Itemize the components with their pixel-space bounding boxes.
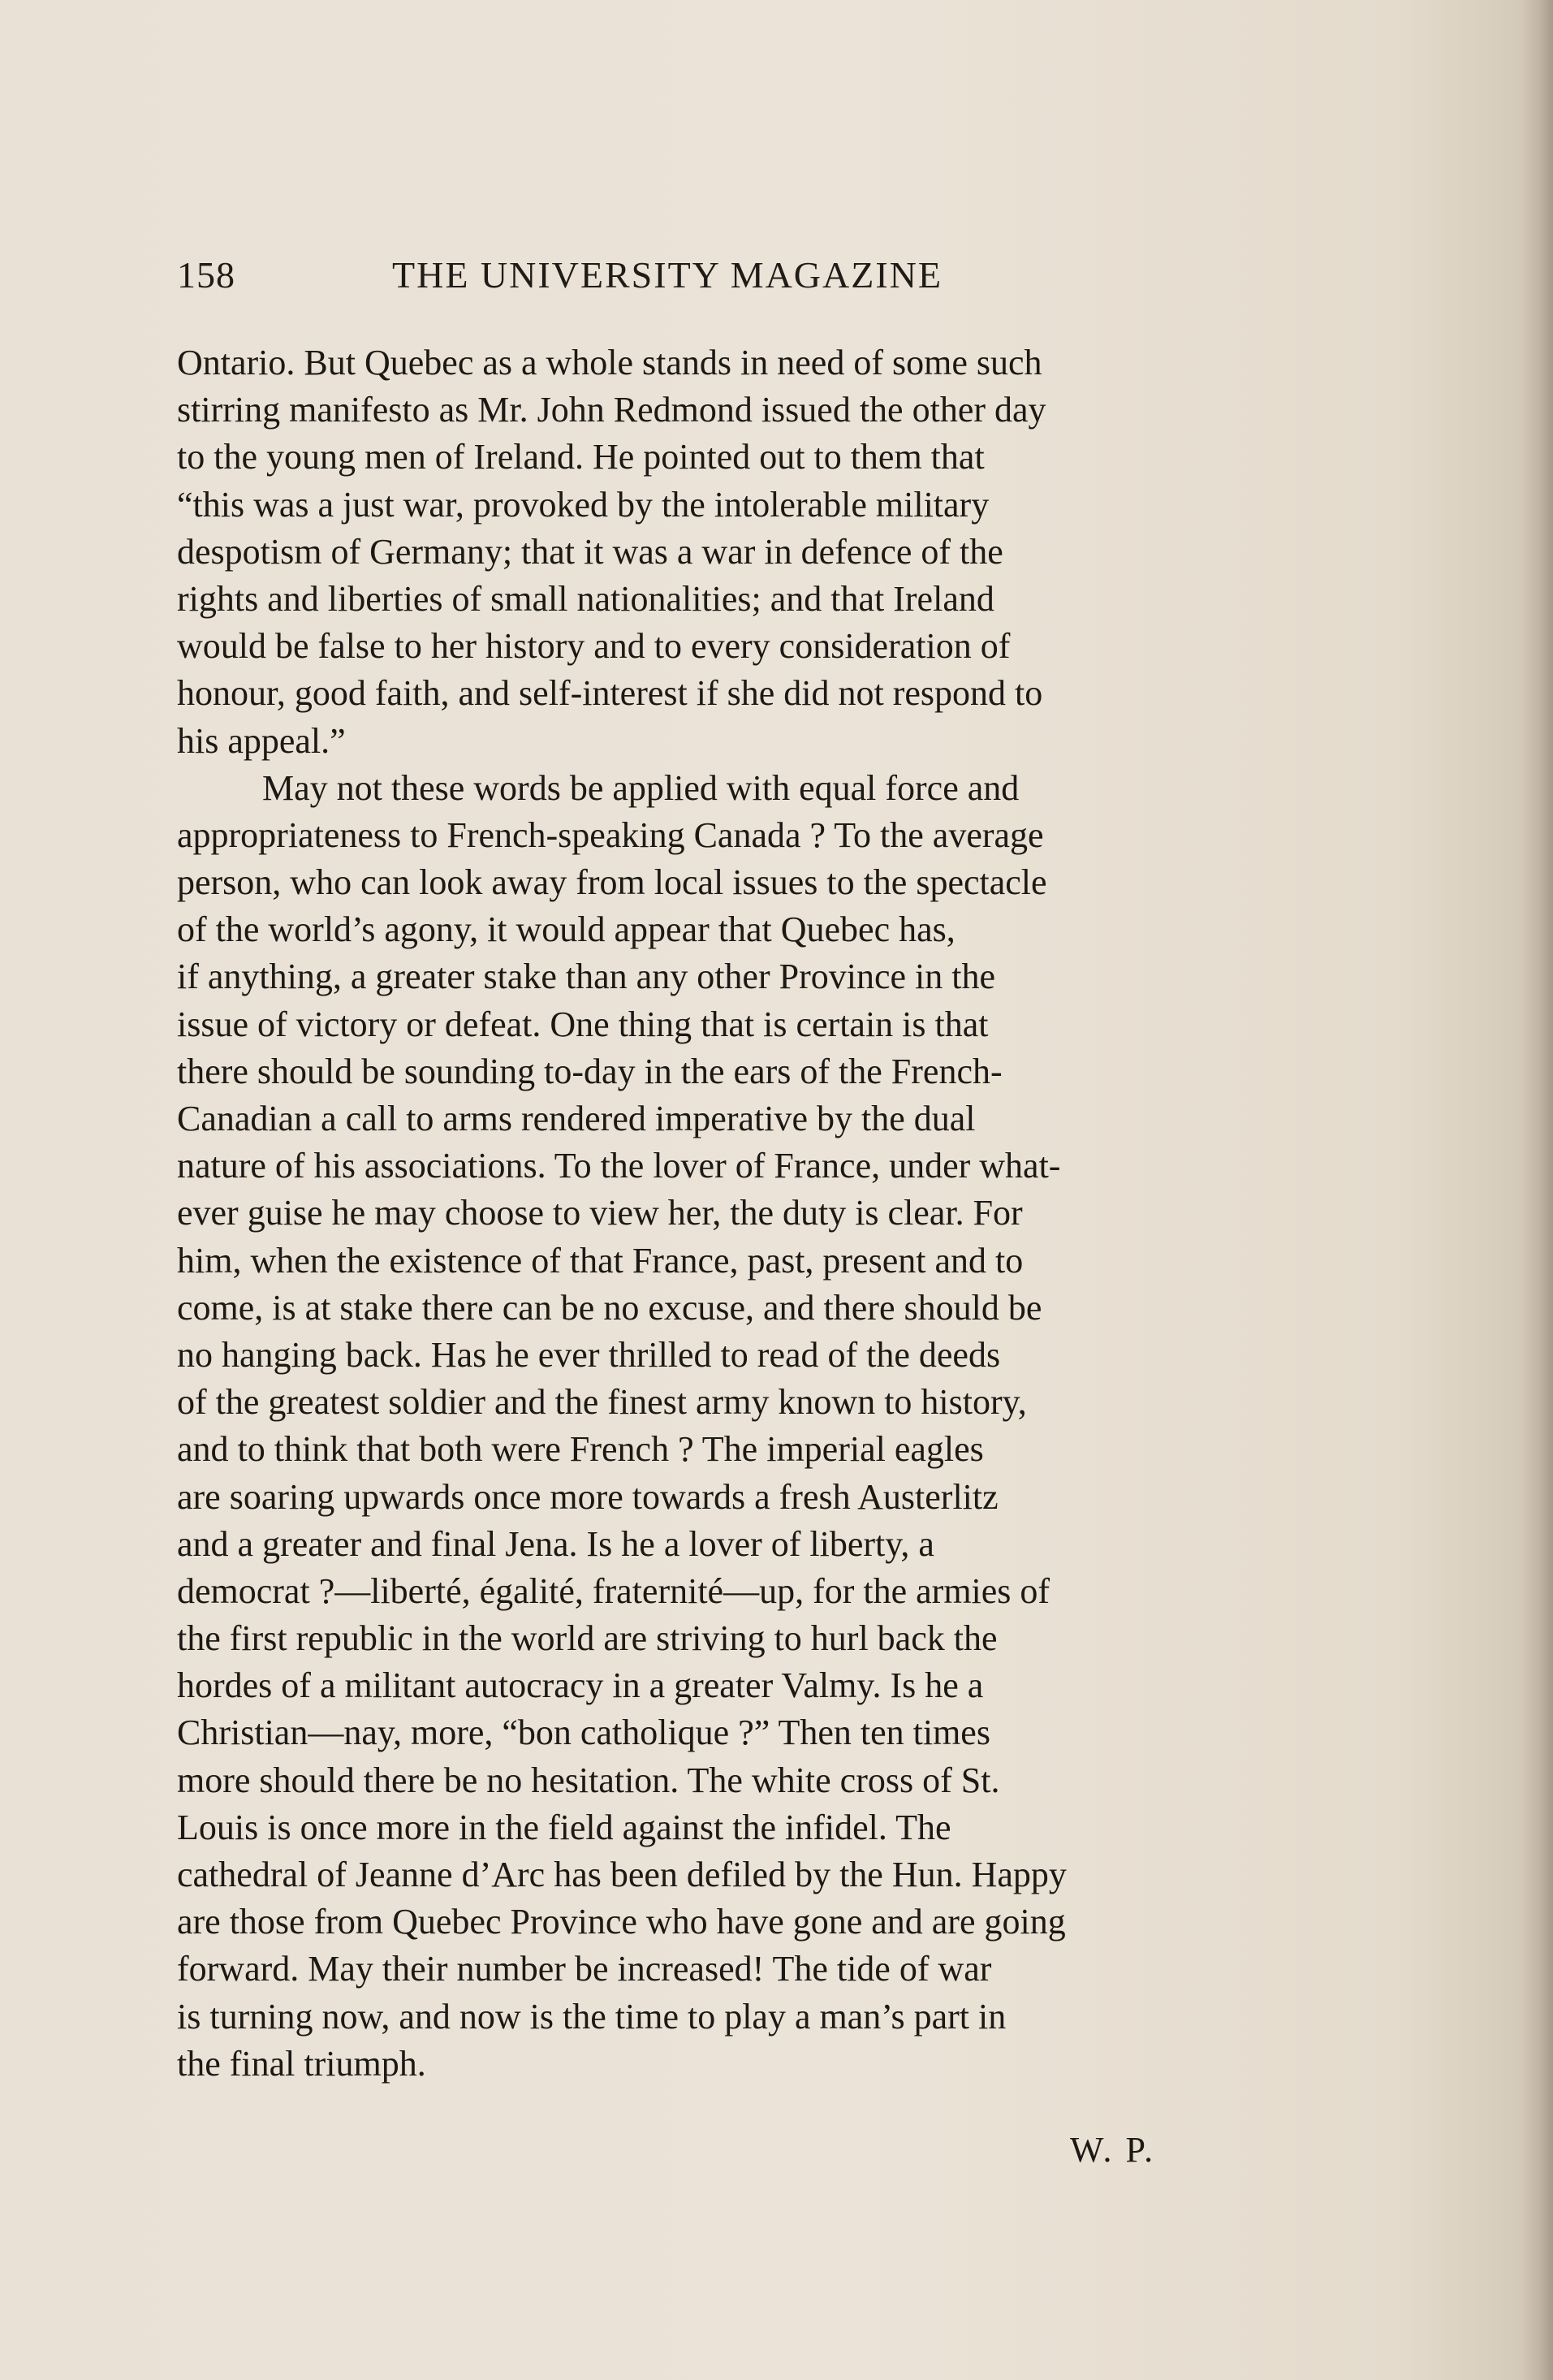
text-line: him, when the existence of that France, past, present and to: [177, 1240, 1024, 1281]
author-signature: W. P.: [1070, 2130, 1156, 2170]
text-line: ever guise he may choose to view her, the duty is clear. For: [177, 1193, 1023, 1233]
text-line: nature of his associations. To the lover of France, under what-: [177, 1146, 1061, 1186]
text-line: honour, good faith, and self-interest if she did not respond to: [177, 673, 1043, 714]
text-line: person, who can look away from local issues to the spectacle: [177, 862, 1047, 903]
text-line: cathedral of Jeanne d’Arc has been defiled by the Hun. Happy: [177, 1855, 1067, 1894]
paragraph-2: [177, 765, 1289, 2088]
text-line: despotism of Germany; that it was a war in defence of the: [177, 531, 1003, 572]
running-title: THE UNIVERSITY MAGAZINE: [392, 254, 943, 296]
text-line: May not these words be applied with equal force and: [262, 767, 1020, 808]
text-line: no hanging back. Has he ever thrilled to read of the deeds: [177, 1334, 1001, 1375]
paragraph-1: [177, 339, 1289, 765]
text-line: there should be sounding to-day in the ears of the French-: [177, 1051, 1003, 1091]
text-line: hordes of a militant autocracy in a greater Valmy. Is he a: [177, 1665, 984, 1706]
text-line: of the greatest soldier and the finest army known to history,: [177, 1382, 1027, 1423]
text-line: stirring manifesto as Mr. John Redmond issued the other day: [177, 390, 1046, 430]
text-line: the first republic in the world are striving to hurl back the: [177, 1618, 998, 1659]
text-line: would be false to her history and to every consideration of: [177, 626, 1011, 667]
text-line: “this was a just war, provoked by the intolerable military: [177, 484, 990, 525]
text-line: Christian—nay, more, “bon catholique ?” Then ten times: [177, 1713, 990, 1753]
page-number: 158: [177, 254, 235, 296]
text-line: his appeal.”: [177, 720, 346, 761]
text-line: the final triumph.: [177, 2043, 426, 2084]
text-line: and a greater and final Jena. Is he a lover of liberty, a: [177, 1523, 934, 1564]
text-line: more should there be no hesitation. The white cross of St.: [177, 1760, 1000, 1800]
text-line: are those from Quebec Province who have gone and are going: [177, 1902, 1066, 1942]
text-line: if anything, a greater stake than any other Province in the: [177, 957, 995, 997]
text-line: rights and liberties of small nationalities; and that Ireland: [177, 578, 994, 619]
page-edge-shadow: [1521, 0, 1553, 2380]
text-line: Louis is once more in the field against the infidel. The: [177, 1807, 951, 1847]
text-line: come, is at stake there can be no excuse, and there should be: [177, 1287, 1042, 1328]
article-body: [177, 339, 1289, 2088]
text-line: issue of victory or defeat. One thing that is certain is that: [177, 1004, 989, 1044]
text-line: of the world’s agony, it would appear that Quebec has,: [177, 909, 956, 950]
text-line: is turning now, and now is the time to play a man’s part in: [177, 1996, 1007, 2037]
text-line: appropriateness to French-speaking Canada ? To the average: [177, 814, 1044, 855]
text-line: forward. May their number be increased! The tide of war: [177, 1949, 992, 1989]
text-line: are soaring upwards once more towards a fresh Austerlitz: [177, 1476, 999, 1517]
text-line: to the young men of Ireland. He pointed out to them that: [177, 437, 985, 477]
page-header: [177, 253, 1054, 302]
text-line: democrat ?—liberté, égalité, fraternité—up, for the armies of: [177, 1570, 1050, 1611]
text-line: Canadian a call to arms rendered imperative by the dual: [177, 1099, 976, 1138]
text-line: Ontario. But Quebec as a whole stands in need of some such: [177, 343, 1042, 382]
text-line: and to think that both were French ? The imperial eagles: [177, 1429, 984, 1470]
